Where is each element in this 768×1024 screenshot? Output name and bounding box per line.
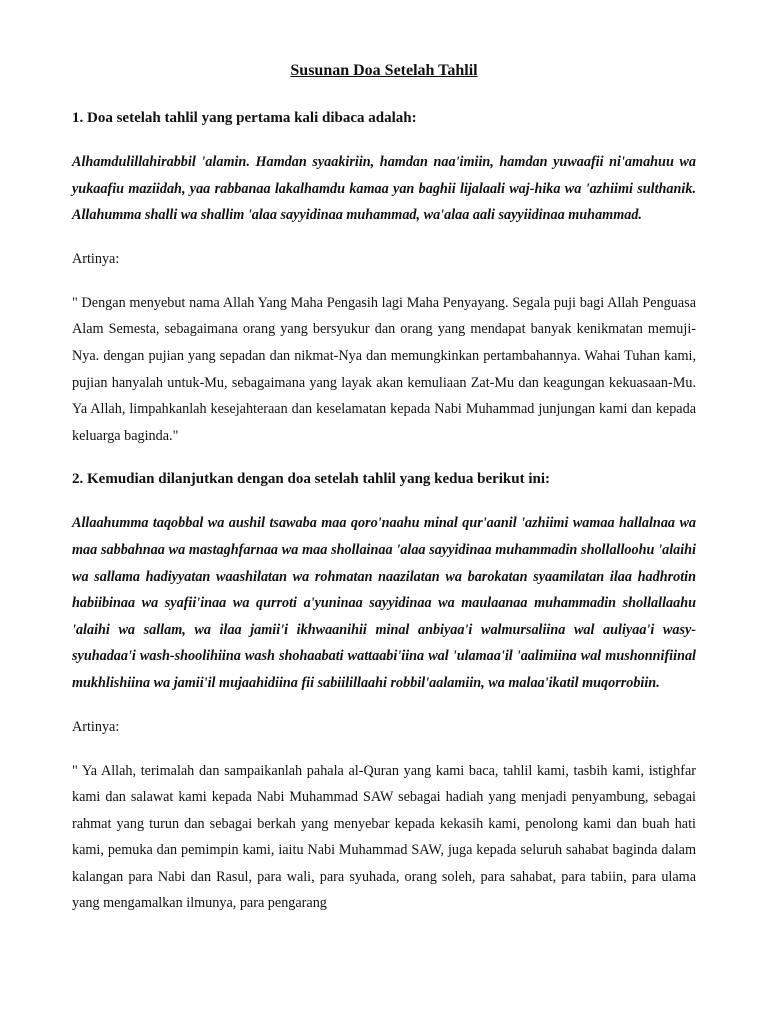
page-title: Susunan Doa Setelah Tahlil	[290, 62, 478, 79]
prayer-meaning: " Ya Allah, terimalah dan sampaikanlah pahala al-Quran yang kami baca, tahlil kami, tasbih kami, istighfar kami dan salawat kami kepada Nabi Muhammad SAW sebagai hadiah yang menjadi penyambung, sebagai rahmat yang turun dan sebagai berkah yang menyebar kepada kekasih kami, penolong kami dan buah hati kami, pemuka dan pemimpin kami, iaitu Nabi Muhammad SAW, juga kepada seluruh sahabat baginda dalam kalangan para Nabi dan Rasul, para wali, para syuhada, orang soleh, para sahabat, para tabiin, para ulama yang mengamalkan ilmunya, para pengarang	[72, 762, 696, 912]
meaning-label: Artinya:	[72, 718, 120, 735]
meaning-label: Artinya:	[72, 250, 120, 267]
prayer-meaning: " Dengan menyebut nama Allah Yang Maha Pengasih lagi Maha Penyayang. Segala puji bagi Allah Penguasa Alam Semesta, sebagaimana orang yang bersyukur dan orang yang mendapat banyak kenikmatan memuji-Nya. dengan pujian yang sepadan dan nikmat-Nya dan memungkinkan pertambahannya. Wahai Tuhan kami, pujian hanyalah untuk-Mu, sebagaimana yang layak akan kemuliaan Zat-Mu dan keagungan kekuasaan-Mu. Ya Allah, limpahkanlah kesejahteraan dan keselamatan kepada Nabi Muhammad junjungan kami dan kepada keluarga baginda."	[72, 294, 696, 444]
section-heading: 1. Doa setelah tahlil yang pertama kali dibaca adalah:	[72, 110, 417, 126]
section-heading: 2. Kemudian dilanjutkan dengan doa setelah tahlil yang kedua berikut ini:	[72, 471, 551, 488]
prayer-transliteration: Allaahumma taqobbal wa aushil tsawaba maa qoro'naahu minal qur'aanil 'azhiimi wamaa hallalnaa wa maa sabbahnaa wa mastaghfarnaa wa maa shollainaa 'alaa sayyidinaa muhammadin shollalloohu 'alaihi wa sallama hadiyyatan waashilatan wa rohmatan naazilatan wa barokatan syaamilatan ilaa hadhrotin habiibinaa wa syafii'inaa wa qurroti a'yuninaa sayyidinaa wa maulaanaa muhammadin shollallaahu 'alaihi wa sallam, wa ilaa jamii'i ikhwaanihii minal anbiyaa'i walmursaliina wal auliyaa'i wasy-syuhadaa'i wash-shoolihiina wash shohaabati wattaabi'iina wal 'ulamaa'il 'aalimiina wal mushonnifiinal mukhlishiina wa jamii'il mujaahidiina fii sabiilillaahi robbil'aalamiin, wa malaa'ikatil muqorrobiin.	[72, 515, 696, 691]
prayer-transliteration: Alhamdulillahirabbil 'alamin. Hamdan syaakiriin, hamdan naa'imiin, hamdan yuwaafii ni'amahuu wa yukaafiu maziidah, yaa rabbanaa lakalhamdu kamaa yan baghii lijalaali waj-hika wa 'azhiimi sulthanik. Allahumma shalli wa shallim 'alaa sayyidinaa muhammad, wa'alaa aali sayyiidinaa muhammad.	[72, 154, 696, 224]
section-2	[72, 471, 696, 917]
section-1	[72, 110, 696, 449]
